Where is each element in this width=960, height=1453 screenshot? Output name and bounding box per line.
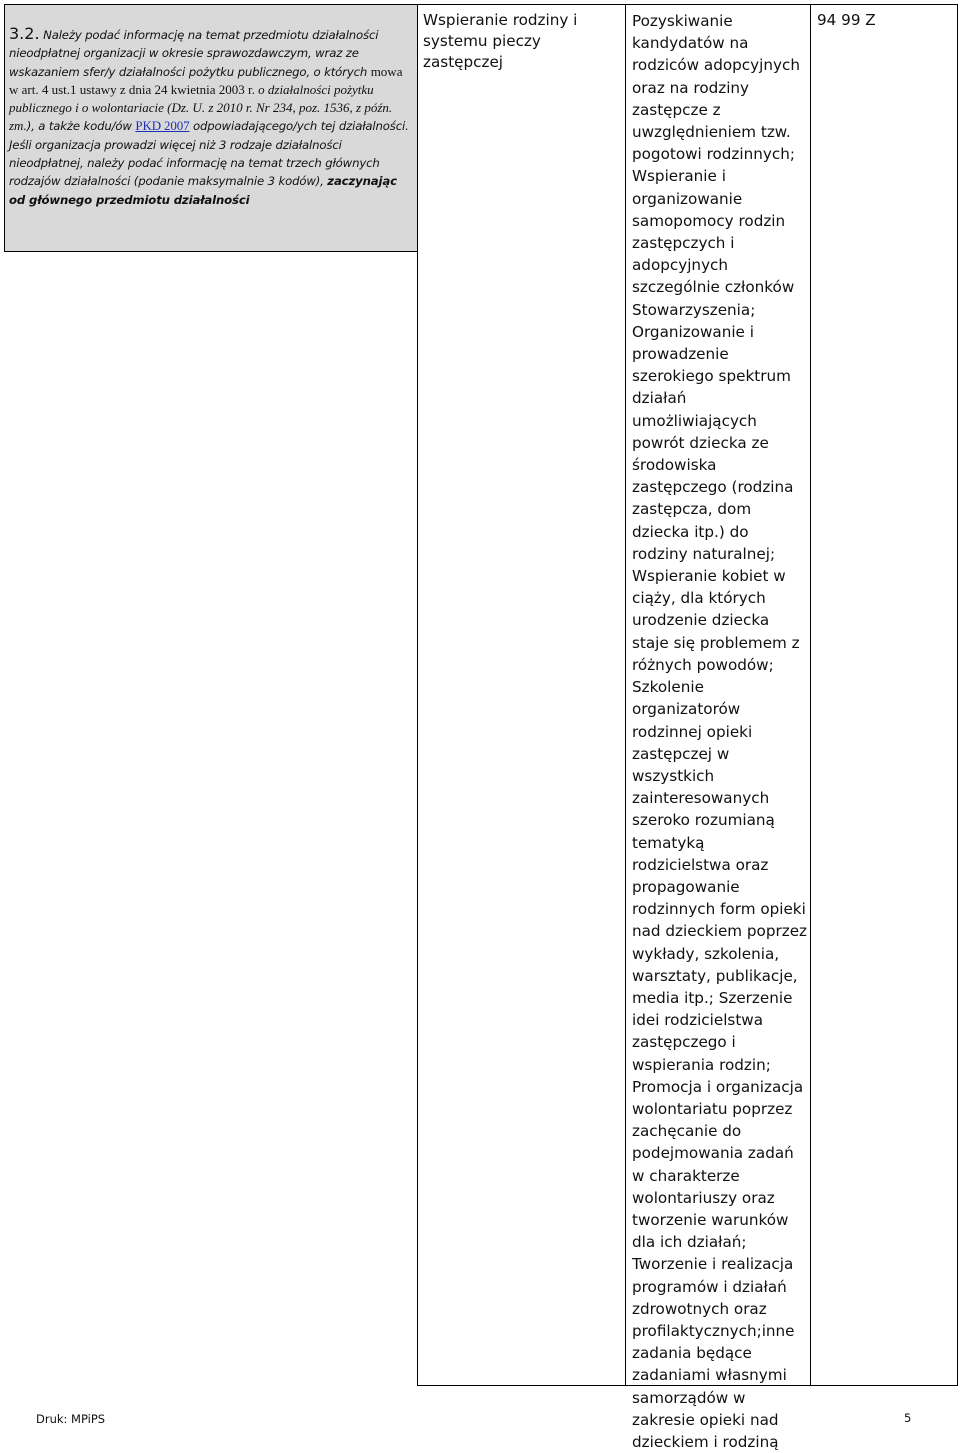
pkd-code: 94 99 Z: [817, 11, 876, 29]
question-text-emphasis: zaczynając od głównego przedmiotu działalności: [9, 174, 397, 207]
pkd-2007-link[interactable]: PKD 2007: [135, 118, 190, 134]
activity-name-cell: [417, 4, 626, 1386]
question-text-pkd-intro: ), a także kodu/ów: [26, 119, 136, 134]
question-text-intro: Należy podać informację na temat przedmiotu działalności nieodpłatnej organizacji w okresie sprawozdawczym, wraz ze wskazaniem sfer/y działalności pożytku publicznego, o których: [9, 28, 379, 79]
question-text-year-suffix: r.: [244, 81, 259, 97]
activity-description: Pozyskiwanie kandydatów na rodziców adopcyjnych oraz na rodziny zastępcze z uwzględnieniem tzw. pogotowi rodzinnych; Wspieranie i organizowanie samopomocy rodzin zastępczych i adopcyjnych szczególnie członków Stowarzyszenia; Organizowanie i prowadzenie szerokiego spektrum działań umożliwiających powrót dziecka ze środowiska zastępczego (rodzina zastępcza, dom dziecka itp.) do rodziny naturalnej; Wspieranie kobiet w ciąży, dla których urodzenie dziecka staje się problemem z różnych powodów; Szkolenie organizatorów rodzinnej opieki zastępczej w wszystkich zainteresowanych szeroko rozumianą tematyką rodzicielstwa oraz propagowanie rodzinnych form opieki nad dzieckiem poprzez wykłady, szkolenia, warsztaty, publikacje, media itp.; Szerzenie idei rodzicielstwa zastępczego i wspierania rodzin; Promocja i organizacja wolontariatu poprzez zachęcanie do podejmowania zadań w charakterze wolontariuszy oraz tworzenie warunków dla ich działań; Tworzenie i realizacja programów i działań zdrowotnych oraz profilaktycznych;inne zadania będące zadaniami własnymi samorządów w zakresie opieki nad dzieckiem i rodziną: [632, 12, 808, 1451]
question-number: 3.2.: [9, 24, 40, 43]
pkd-code-cell: [810, 4, 958, 1386]
question-text-act-title: o działalności pożytku publicznego i o wolontariacie (Dz. U. z 2010 r. Nr 234, poz. 1536, z późn. zm.: [9, 81, 393, 134]
activity-description-cell: [625, 4, 811, 1451]
activity-name: Wspieranie rodziny i systemu pieczy zastępczej: [423, 11, 578, 71]
question-cell: [4, 4, 418, 252]
footer-print-label: Druk: MPiPS: [36, 1412, 106, 1426]
question-text-legal-reference: mowa w art. 4 ust.1 ustawy z dnia 24 kwietnia 2003: [9, 63, 403, 97]
question-text-instructions: odpowiadającego/ych tej działalności. Jeśli organizacja prowadzi więcej niż 3 rodzaje działalności nieodpłatnej, należy podać informację na temat trzech głównych rodzajów działalności (podanie maksymalnie 3 kodów),: [9, 119, 409, 189]
footer-page-number: 5: [904, 1411, 912, 1425]
